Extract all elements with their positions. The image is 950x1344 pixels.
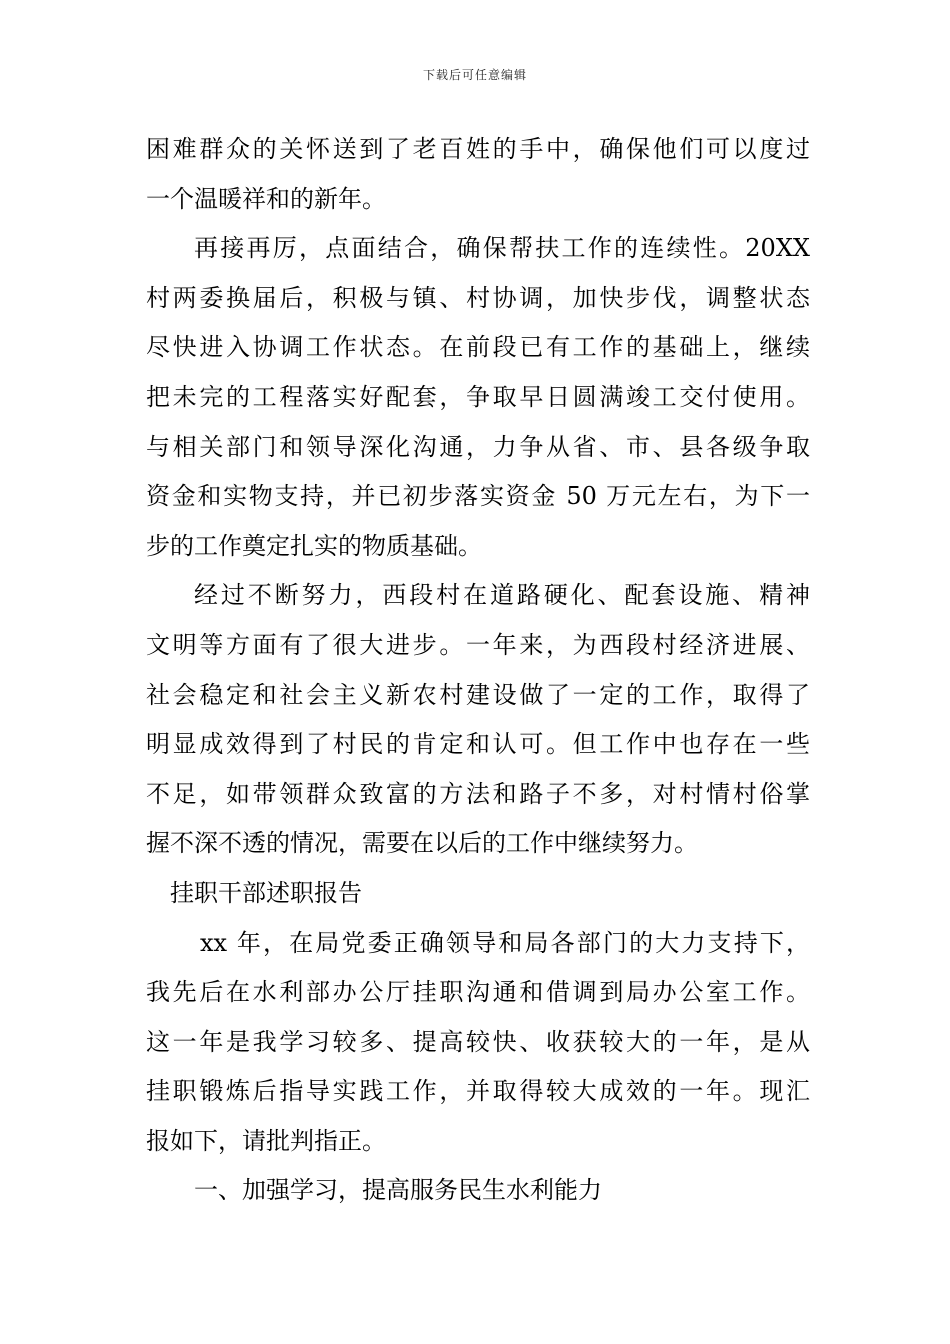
text-line: 步的工作奠定扎实的物质基础。: [146, 531, 482, 560]
text-line: 挂职锻炼后指导实践工作，并取得较大成效的一年。现汇: [146, 1077, 810, 1106]
text-line: 社会稳定和社会主义新农村建设做了一定的工作，取得了: [146, 680, 810, 709]
text-line: 报如下，请批判指正。: [146, 1126, 386, 1155]
paragraph-start-line: xx 年，在局党委正确领导和局各部门的大力支持下，: [200, 928, 810, 957]
text-line: 村两委换届后，积极与镇、村协调，加快步伐，调整状态: [146, 283, 810, 312]
text-line: 资金和实物支持，并已初步落实资金 50 万元左右，为下一: [146, 482, 810, 511]
text-line: 这一年是我学习较多、提高较快、收获较大的一年，是从: [146, 1027, 810, 1056]
text-line: 握不深不透的情况，需要在以后的工作中继续努力。: [146, 829, 698, 858]
text-line: 与相关部门和领导深化沟通，力争从省、市、县各级争取: [146, 432, 810, 461]
text-line: 一个温暖祥和的新年。: [146, 184, 386, 213]
text-line: 把未完的工程落实好配套，争取早日圆满竣工交付使用。: [146, 382, 810, 411]
paragraph-start-line: 再接再厉，点面结合，确保帮扶工作的连续性。20XX: [194, 234, 810, 263]
section-heading: 一、加强学习，提高服务民生水利能力: [194, 1176, 602, 1205]
text-line: 文明等方面有了很大进步。一年来，为西段村经济进展、: [146, 630, 810, 659]
paragraph-start-line: 经过不断努力，西段村在道路硬化、配套设施、精神: [194, 581, 810, 610]
text-line: 困难群众的关怀送到了老百姓的手中，确保他们可以度过: [146, 135, 810, 163]
text-line: 尽快进入协调工作状态。在前段已有工作的基础上，继续: [146, 333, 810, 362]
section-title: 挂职干部述职报告: [170, 878, 362, 907]
text-line: 我先后在水利部办公厅挂职沟通和借调到局办公室工作。: [146, 978, 810, 1007]
text-line: 不足，如带领群众致富的方法和路子不多，对村情村俗掌: [146, 779, 810, 808]
document-body: [146, 125, 810, 1216]
text-line: 明显成效得到了村民的肯定和认可。但工作中也存在一些: [146, 730, 810, 759]
page-header: 下载后可任意编辑: [422, 68, 527, 82]
